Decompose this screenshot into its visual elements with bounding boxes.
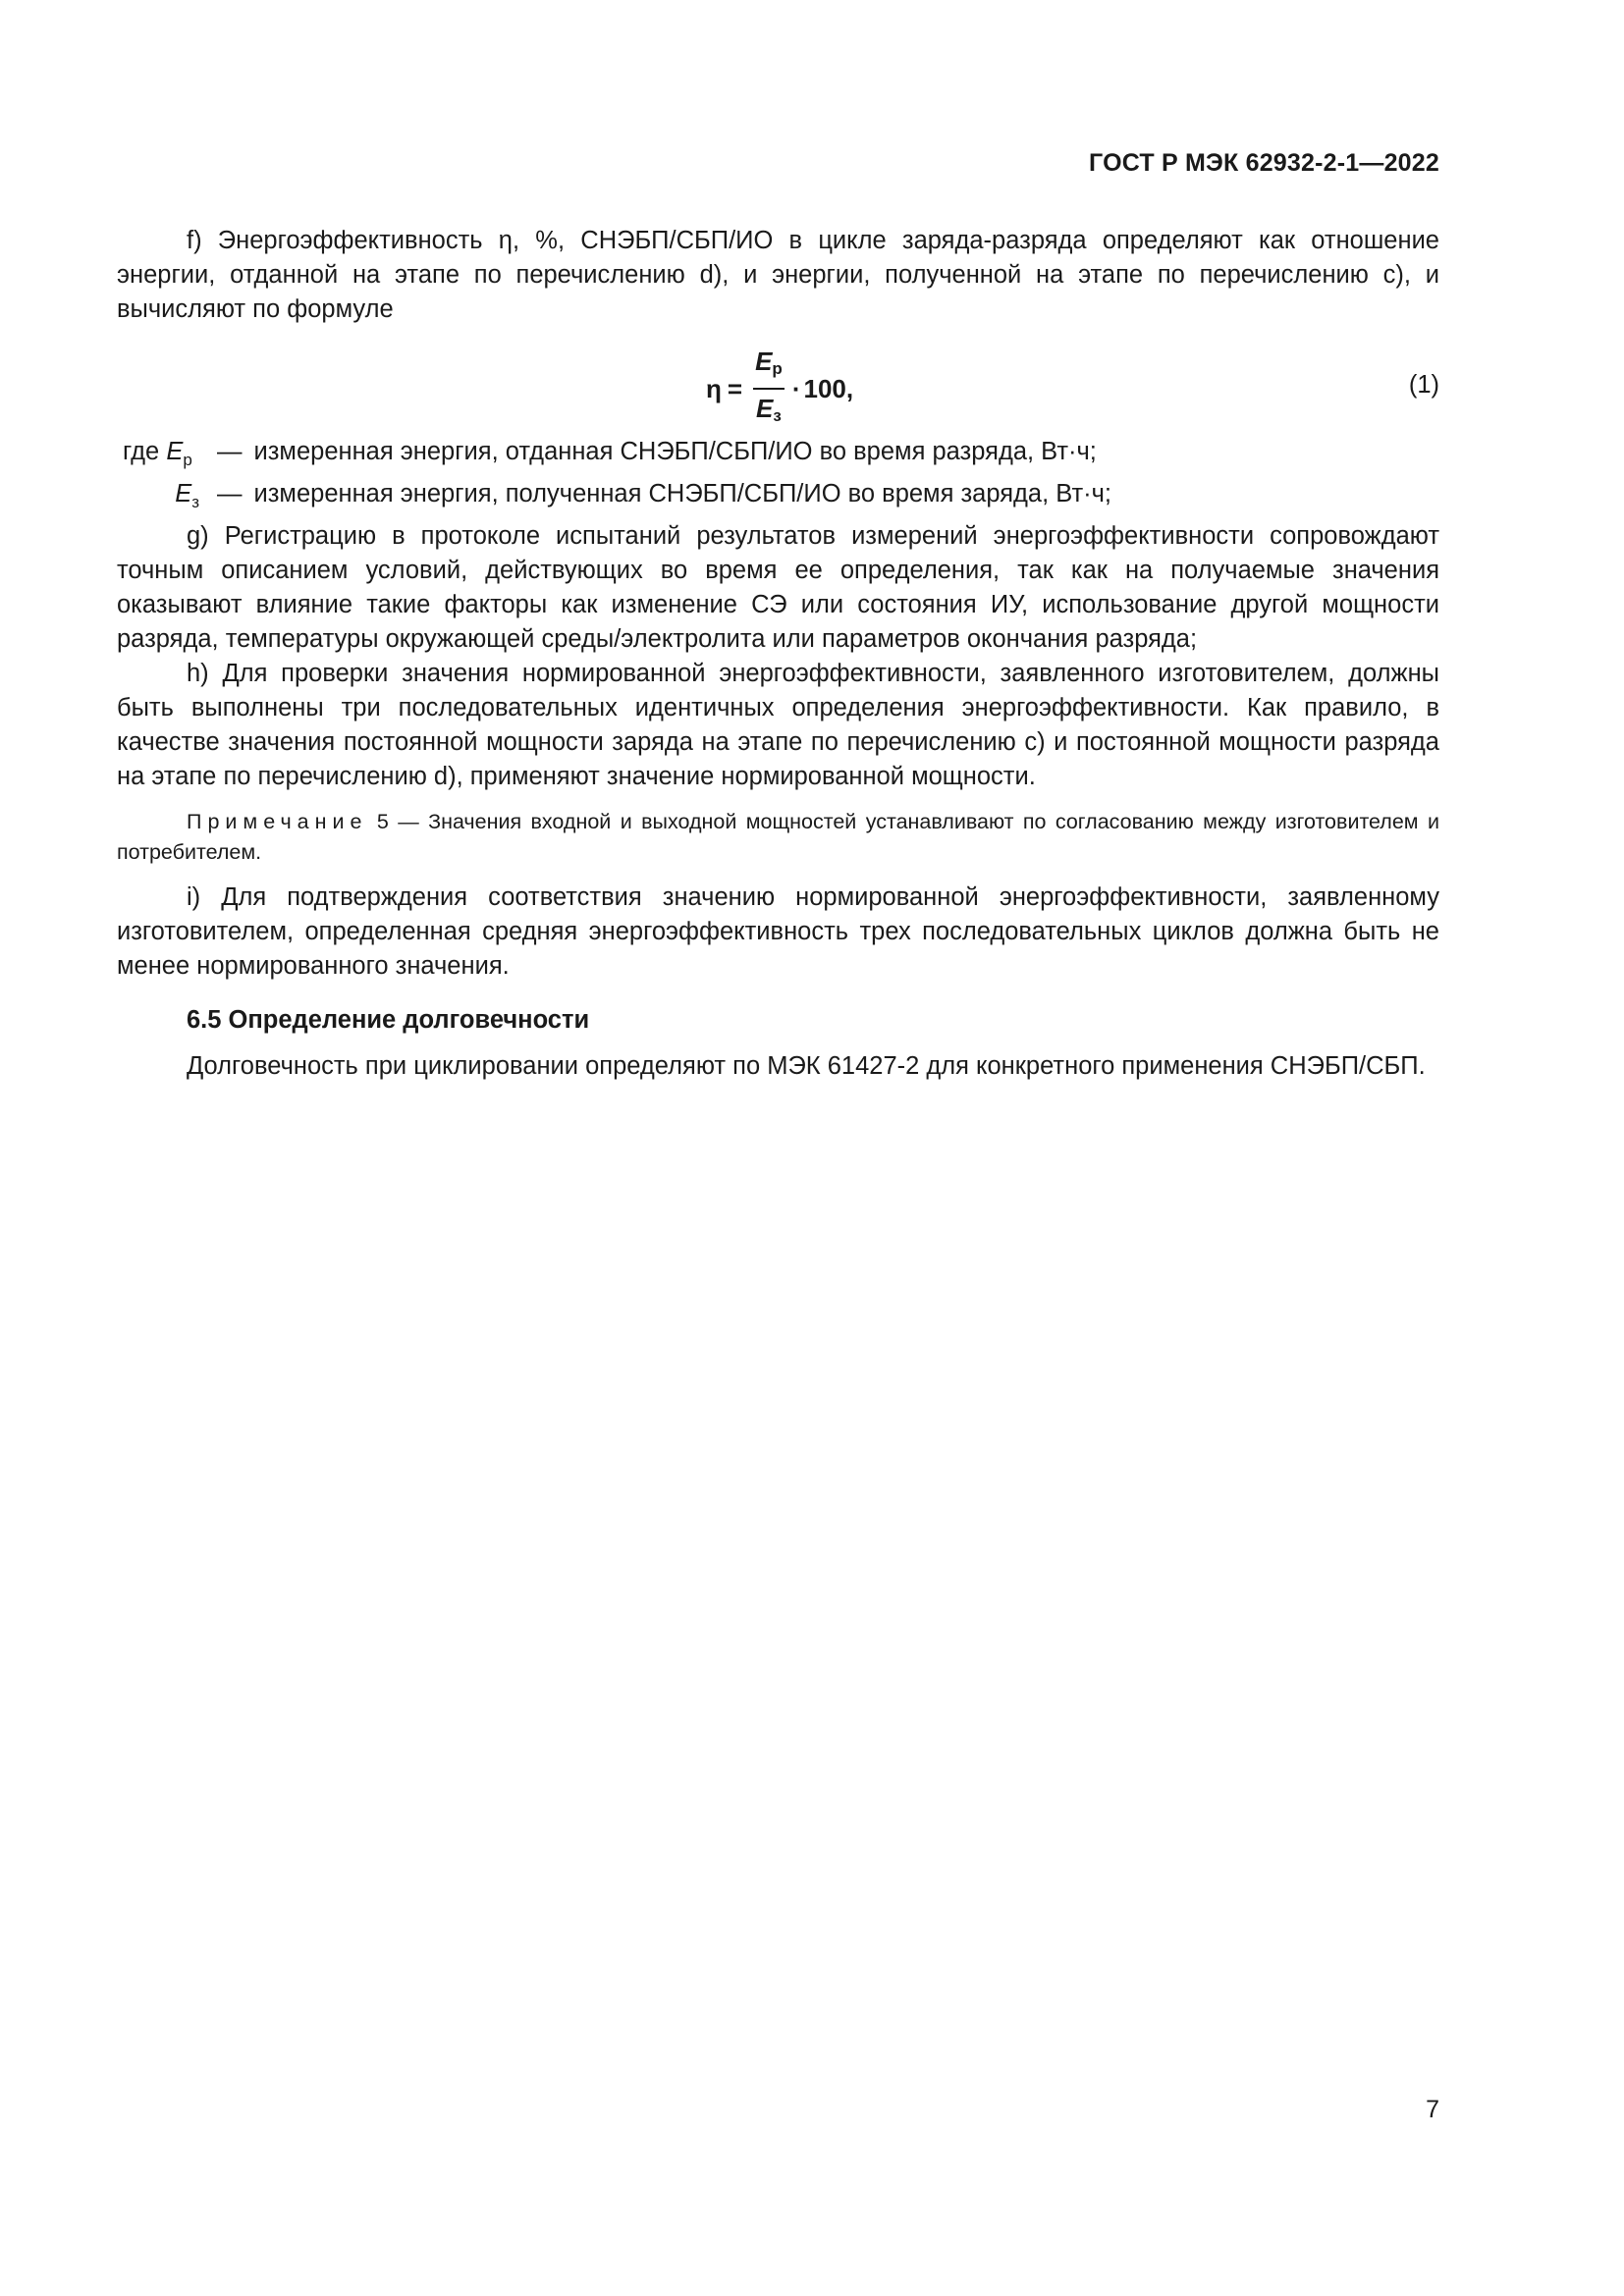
denominator-symbol: E [756,394,774,423]
paragraph-h: h) Для проверки значения нормированной энергоэффективности, заявленного изготовителем, должны быть выполнены три последовательных идентичных определения энергоэффективности. Как правило, в качестве значения постоянной мощности заряда на этапе по перечислению c) и постоянной мощности разряда на этапе по перечислению d), применяют значение нормированной мощности. [117,660,1439,791]
formula-fraction [752,345,785,433]
page-content [117,224,1439,1084]
where-text: измеренная энергия, полученная СНЭБП/СБП/ИО во время заряда, Вт·ч; [253,480,1111,508]
where-symbol-sub: з [191,493,199,512]
denominator-sub: з [773,406,782,425]
where-symbol [175,480,199,512]
formula-multiplier: 100, [803,373,854,403]
formula-lhs: η [706,373,722,403]
where-item [117,435,1439,477]
paragraph-i: i) Для подтверждения соответствия значению нормированной энергоэффективности, заявленному изготовителем, определенная средняя энергоэффективность трех последовательных циклов должна быть не менее нормированного значения. [117,883,1439,981]
paragraph-g: g) Регистрацию в протоколе испытаний результатов измерений энергоэффективности сопровождают точным описанием условий, действующих во время ее определения, так как на получаемые значения оказывают влияние такие факторы как изменение СЭ или состояния ИУ, использование другой мощности разряда, температуры окружающей среды/электролита или параметров окончания разряда; [117,522,1439,654]
formula-equals: = [727,373,743,403]
where-dash: — [217,480,243,508]
paragraph-durability: Долговечность при циклировании определяют по МЭК 61427-2 для конкретного применения СНЭБП/СБП. [187,1052,1426,1081]
note-text: 5 — Значения входной и выходной мощностей устанавливают по согласованию между изготовителем и потребителем. [117,810,1439,865]
where-symbol-letter: E [166,438,184,465]
where-symbol-sub: р [183,451,192,470]
where-lead-text: где [123,438,160,465]
doc-number: ГОСТ Р МЭК 62932-2-1—2022 [1089,149,1439,177]
formula-times: · [791,373,801,403]
formula-number: (1) [1408,371,1439,399]
where-item [117,477,1439,519]
paragraph-f: f) Энергоэффективность η, %, СНЭБП/СБП/ИО в цикле заряда-разряда определяют как отношение энергии, отданной на этапе по перечислению d), и энергии, полученной на этапе по перечислению c), и вычисляют по формуле [117,227,1439,323]
section-title: 6.5 Определение долговечности [187,1006,590,1035]
numerator-sub: р [772,359,783,378]
where-text: измеренная энергия, отданная СНЭБП/СБП/ИО во время разряда, Вт·ч; [253,438,1097,465]
where-lead [117,435,203,477]
note-label: Примечание [187,810,368,834]
note [117,807,1439,868]
page-number: 7 [1426,2096,1439,2123]
numerator-symbol: E [755,347,773,376]
where-lead [117,477,203,519]
formula-block [117,339,1439,425]
formula [706,345,853,433]
where-symbol-letter: E [175,480,192,508]
where-dash: — [217,438,243,465]
formula-numerator [752,345,785,388]
where-symbol [166,438,192,470]
formula-denominator [753,388,785,433]
